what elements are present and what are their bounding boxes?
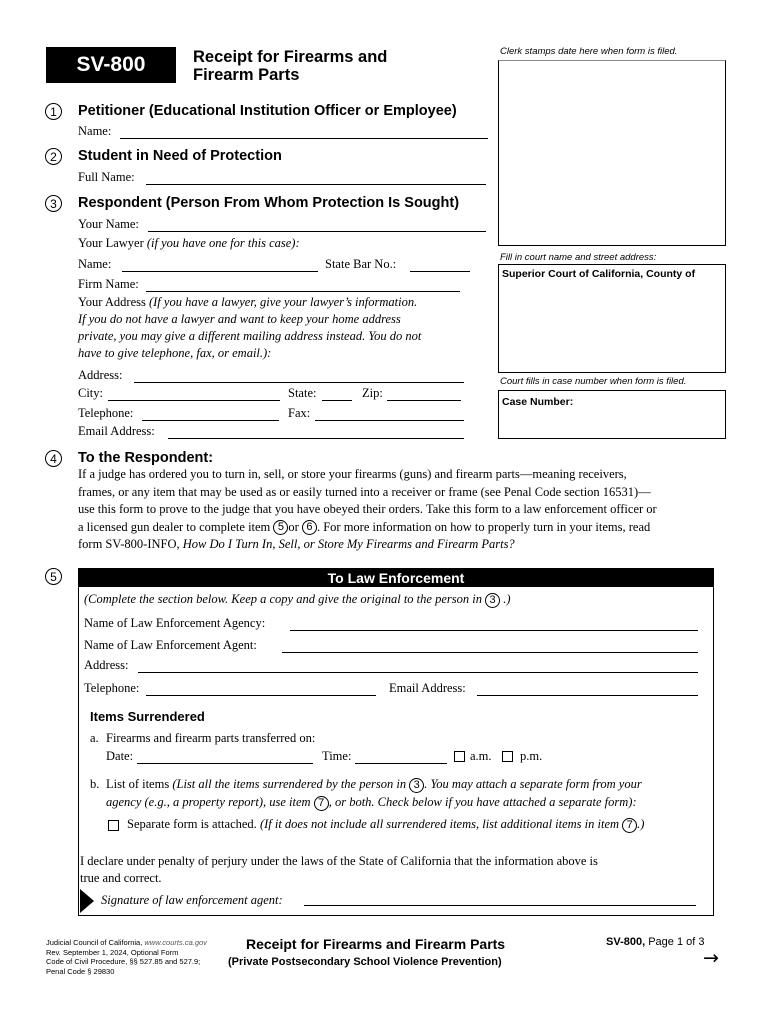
item-6-ref: 6 — [302, 520, 317, 535]
court-box[interactable] — [498, 264, 726, 373]
resp-telephone-field[interactable] — [142, 420, 279, 421]
separate-form-checkbox[interactable] — [108, 820, 119, 831]
form-id-badge — [46, 47, 176, 83]
state-bar-label: State Bar No.: — [325, 257, 397, 271]
case-note: Court fills in case number when form is filed. — [500, 376, 687, 387]
le-address-field[interactable] — [138, 672, 698, 673]
agency-field[interactable] — [290, 630, 698, 631]
resp-state-label: State: — [288, 386, 317, 400]
lawyer-heading: Your Lawyer (if you have one for this case): — [78, 236, 300, 250]
section-1-number: 1 — [45, 103, 62, 120]
clerk-stamp-box[interactable] — [498, 60, 726, 246]
court-label: Superior Court of California, County of — [502, 268, 696, 280]
item-b-label: b. — [90, 777, 100, 791]
resp-zip-label: Zip: — [362, 386, 383, 400]
am-checkbox[interactable] — [454, 751, 465, 762]
resp-fax-field[interactable] — [315, 420, 464, 421]
item-a-text: Firearms and firearm parts transferred on: — [106, 731, 316, 745]
lawyer-name-field[interactable] — [122, 271, 318, 272]
firm-name-field[interactable] — [146, 291, 460, 292]
state-bar-field[interactable] — [410, 271, 470, 272]
item-7-ref: 7 — [314, 796, 329, 811]
respondent-instructions: If a judge has ordered you to turn in, sell, or store your firearms (guns) and firearm parts—meaning receivers, frames, or any item that may be used as or easily turned into a receiver or frame (see Penal Code section 16531)— use this form to prove to the judge that you have obeyed their orders. Take this form to a law enforcement officer or a licensed gun dealer to complete item 5 or 6 . For more information on how to properly turn in your items, read form SV-800-INFO, How Do I Turn In, Sell, or Store My Firearms and Firearm Parts? — [78, 467, 657, 551]
law-enforcement-banner: To Law Enforcement — [78, 568, 714, 587]
address-instructions: Your Address (If you have a lawyer, give your lawyer’s information. If you do not have a lawyer and want to keep your home address private, you may give a different mailing address instead. You do not have to give telephone, fax, or email.): — [78, 295, 422, 360]
resp-city-label: City: — [78, 386, 104, 400]
pm-checkbox[interactable] — [502, 751, 513, 762]
case-number-label: Case Number: — [502, 396, 574, 408]
transfer-date-label: Date: — [106, 749, 134, 763]
item-b-text: List of items (List all the items surrendered by the person in 3 . You may attach a separate form from your — [106, 777, 642, 791]
item-5-ref: 5 — [273, 520, 288, 535]
form-title: Receipt for Firearms and Firearm Parts — [193, 48, 388, 84]
le-email-label: Email Address: — [389, 681, 466, 695]
transfer-time-label: Time: — [322, 749, 352, 763]
lawyer-name-label: Name: — [78, 257, 112, 271]
form-id: SV-800 — [76, 53, 146, 76]
item-3-ref: 3 — [485, 593, 500, 608]
item-b-text-2: agency (e.g., a property report), use item 7 , or both. Check below if you have attached a separate form): — [106, 795, 637, 809]
section-3-title: Respondent (Person From Whom Protection Is Sought) — [78, 195, 460, 211]
am-label: a.m. — [470, 749, 492, 763]
transfer-date-field[interactable] — [137, 763, 313, 764]
agent-field[interactable] — [282, 652, 698, 653]
footer-page-info: SV-800, Page 1 of 3 — [606, 936, 705, 948]
footer-title: Receipt for Firearms and Firearm Parts — [246, 936, 506, 952]
resp-address-label: Address: — [78, 368, 123, 382]
signature-arrow-icon — [80, 889, 94, 913]
resp-email-label: Email Address: — [78, 424, 155, 438]
resp-email-field[interactable] — [168, 438, 464, 439]
section-5-instructions: (Complete the section below. Keep a copy and give the original to the person in 3 .) — [84, 592, 511, 606]
le-address-label: Address: — [84, 658, 129, 672]
transfer-time-field[interactable] — [355, 763, 447, 764]
student-name-label: Full Name: — [78, 170, 135, 184]
agent-label: Name of Law Enforcement Agent: — [84, 638, 257, 652]
next-page-arrow-icon[interactable]: → — [703, 947, 719, 969]
le-email-field[interactable] — [477, 695, 698, 696]
declaration: I declare under penalty of perjury under the laws of the State of California that the information above is true and correct. — [80, 854, 598, 885]
pm-label: p.m. — [520, 749, 543, 763]
firm-name-label: Firm Name: — [78, 277, 139, 291]
resp-telephone-label: Telephone: — [78, 406, 134, 420]
le-telephone-field[interactable] — [146, 695, 376, 696]
respondent-name-field[interactable] — [148, 231, 486, 232]
agency-label: Name of Law Enforcement Agency: — [84, 616, 266, 630]
items-surrendered-heading: Items Surrendered — [90, 709, 205, 724]
item-a-label: a. — [90, 731, 99, 745]
clerk-note: Clerk stamps date here when form is filed. — [500, 46, 678, 57]
section-2-number: 2 — [45, 148, 62, 165]
section-5-number: 5 — [45, 568, 62, 585]
signature-label: Signature of law enforcement agent: — [101, 893, 283, 907]
item-3-ref-b: 3 — [409, 778, 424, 793]
case-number-box[interactable] — [498, 390, 726, 439]
signature-field[interactable] — [304, 905, 696, 906]
resp-address-field[interactable] — [134, 382, 464, 383]
item-7-ref-b: 7 — [622, 818, 637, 833]
resp-zip-field[interactable] — [387, 400, 461, 401]
separate-form-text: Separate form is attached. (If it does not include all surrendered items, list additional items in item 7 .) — [127, 817, 645, 831]
resp-state-field[interactable] — [322, 400, 352, 401]
student-name-field[interactable] — [146, 184, 486, 185]
petitioner-name-field[interactable] — [120, 138, 488, 139]
footer-subtitle: (Private Postsecondary School Violence Prevention) — [228, 956, 502, 968]
court-note: Fill in court name and street address: — [500, 252, 657, 263]
resp-city-field[interactable] — [108, 400, 280, 401]
petitioner-name-label: Name: — [78, 124, 112, 138]
section-2-title: Student in Need of Protection — [78, 148, 282, 164]
resp-fax-label: Fax: — [288, 406, 311, 420]
respondent-name-label: Your Name: — [78, 217, 139, 231]
footer-citation: Judicial Council of California, www.courts.ca.gov Rev. September 1, 2024, Optional Form Code of Civil Procedure, §§ 527.85 and 527.9; Penal Code § 29830 — [46, 938, 207, 976]
section-4-title: To the Respondent: — [78, 450, 214, 466]
section-3-number: 3 — [45, 195, 62, 212]
section-4-number: 4 — [45, 450, 62, 467]
section-1-title: Petitioner (Educational Institution Officer or Employee) — [78, 103, 457, 119]
le-telephone-label: Telephone: — [84, 681, 140, 695]
